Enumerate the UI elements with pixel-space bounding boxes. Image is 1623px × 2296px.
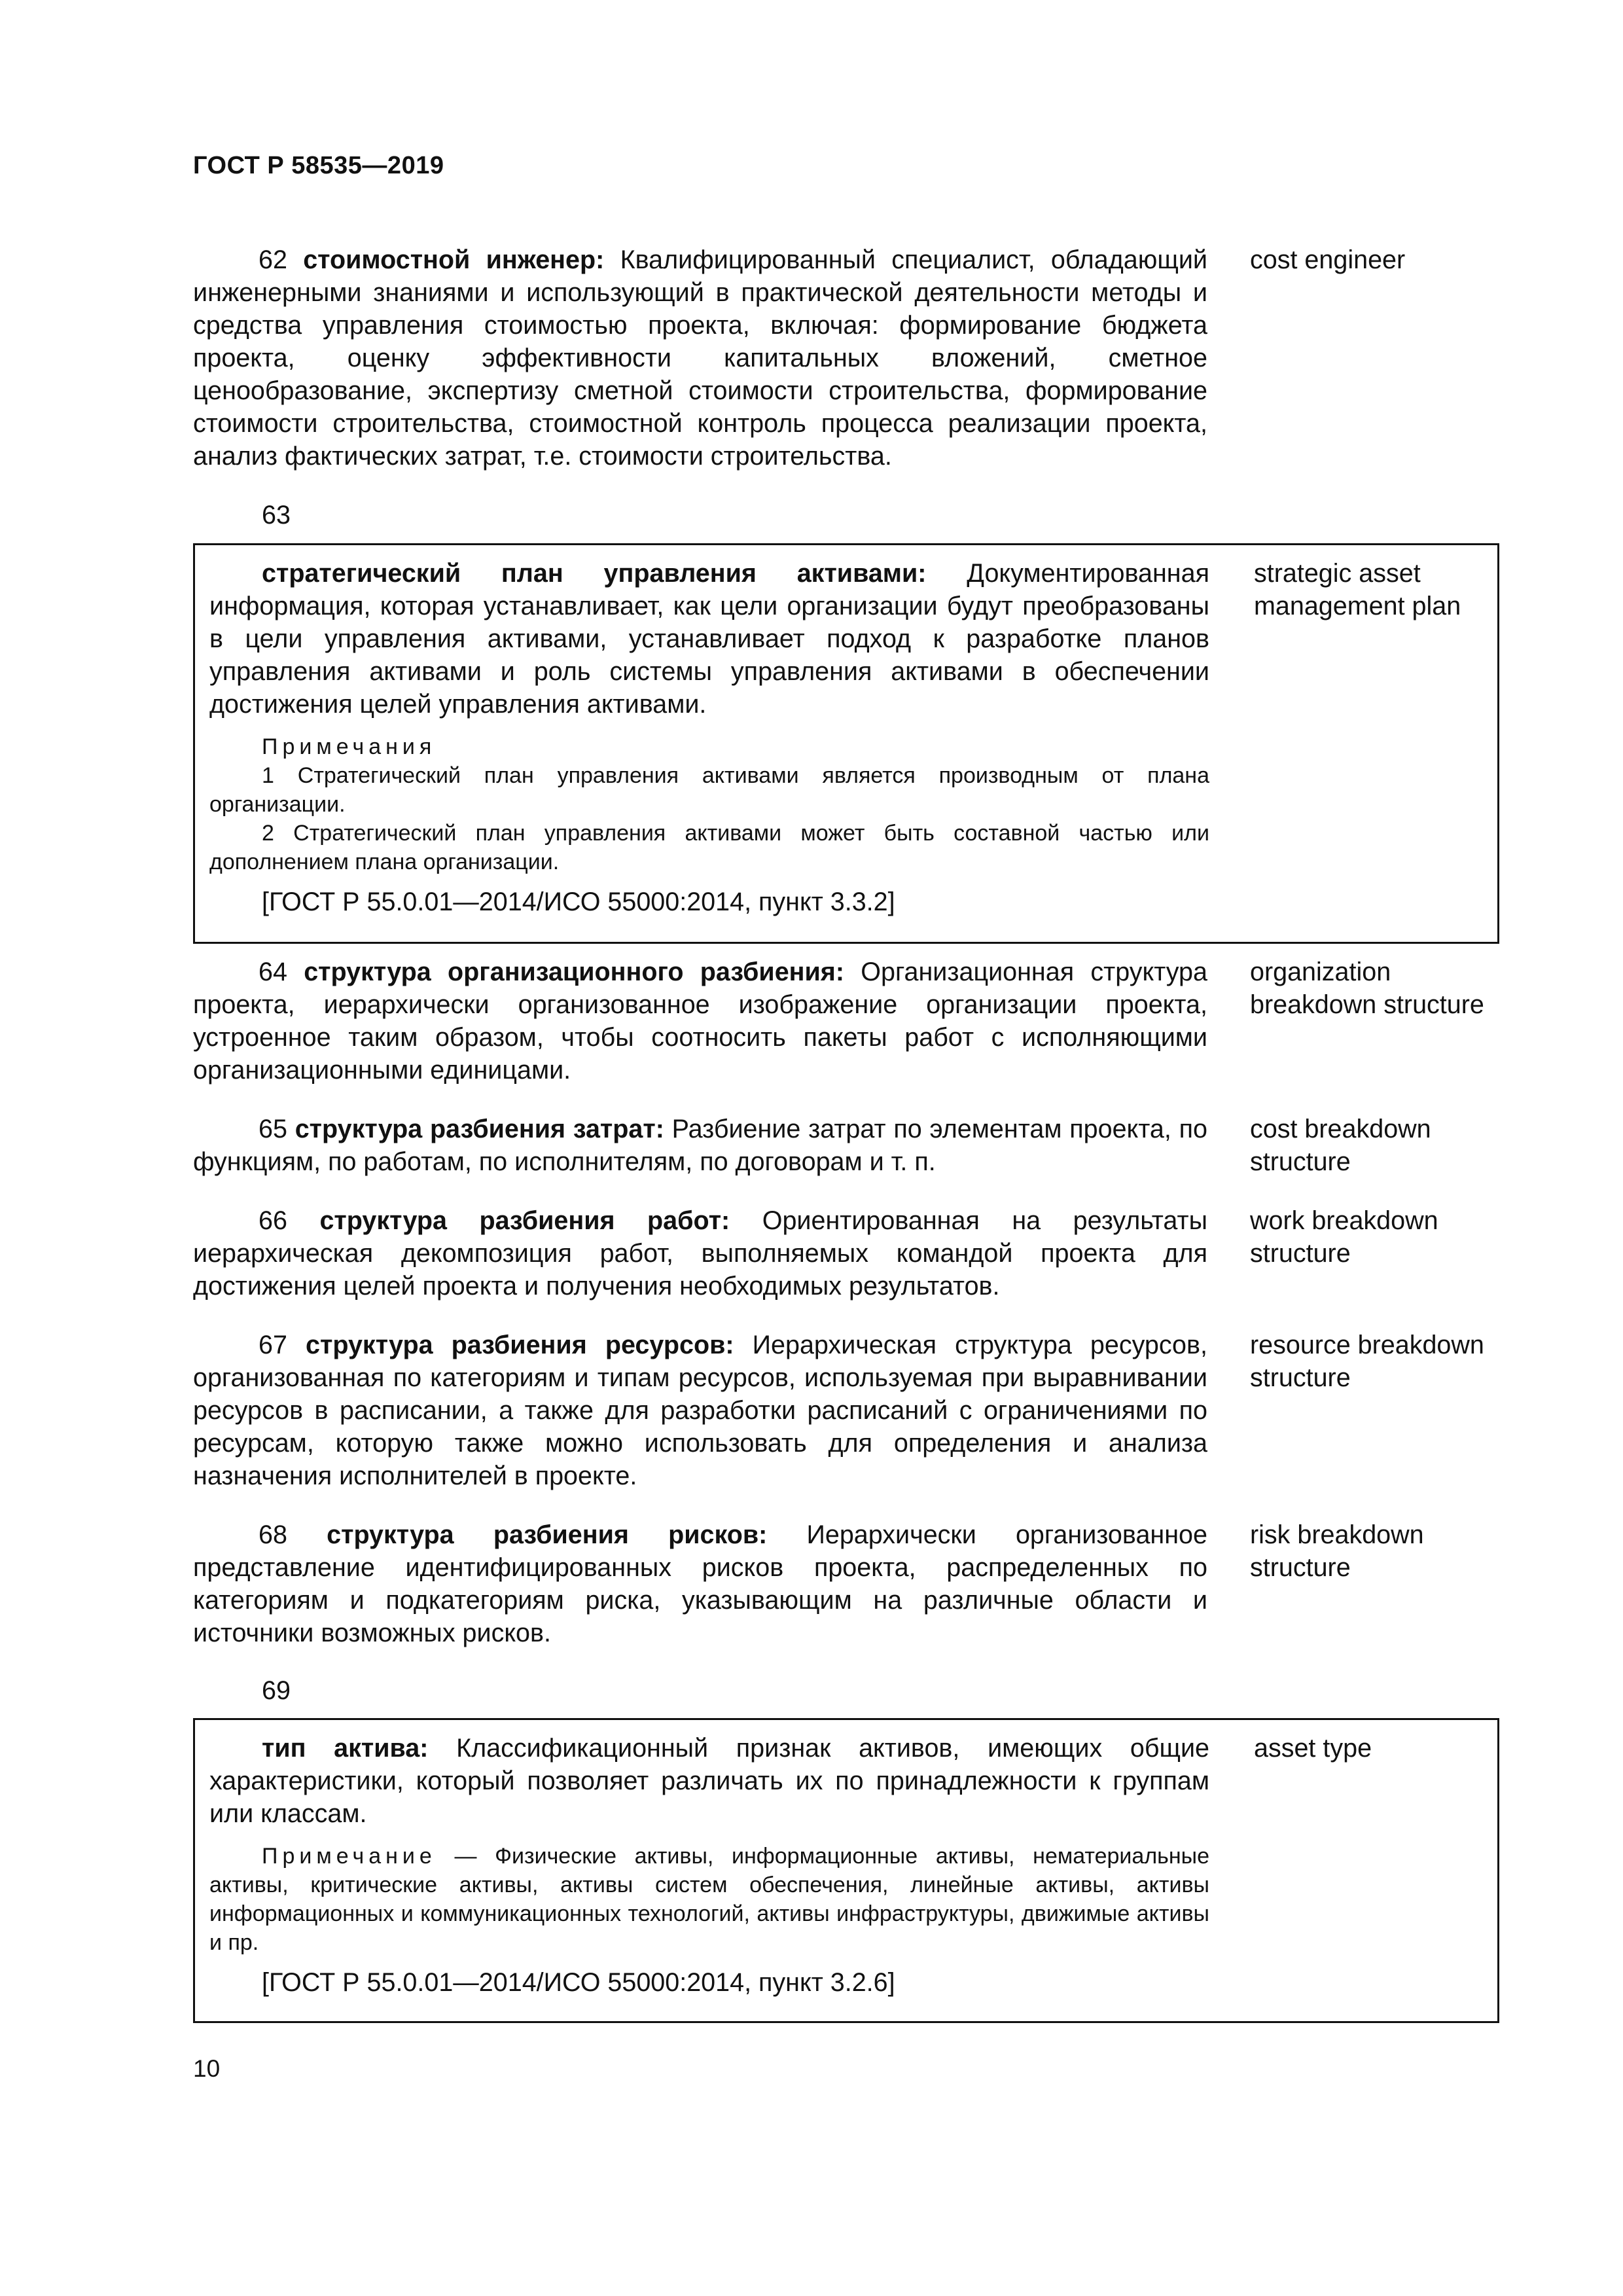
term-number: 66: [259, 1206, 287, 1235]
source-reference: [ГОСТ Р 55.0.01—2014/ИСО 55000:2014, пункт 3.3.2]: [262, 888, 895, 916]
term-entry-69-box: [193, 1718, 1499, 2023]
page-number: 10: [193, 2055, 221, 2082]
term-definition: [193, 1113, 1207, 1178]
term-text: Разбиение затрат по элементам проекта, по функциям, по работам, по исполнителям, по договорам и т. п.: [193, 1115, 1207, 1176]
english-equivalent: asset type: [1254, 1734, 1372, 1763]
term-entry-65: [193, 1113, 1502, 1185]
english-equivalent: resource breakdown structure: [1250, 1331, 1484, 1392]
notes: [209, 732, 1209, 876]
term-name: структура разбиения ресурсов:: [306, 1331, 734, 1359]
english-equivalent: organization breakdown structure: [1250, 958, 1484, 1019]
term-text: Организационная структура проекта, иерархически организованное изображение организации проекта, устроенное таким образом, чтобы соотносить пакеты работ с исполняющими организационными единицами.: [193, 958, 1207, 1085]
english-equivalent: risk breakdown structure: [1250, 1520, 1424, 1582]
notes: [209, 1842, 1209, 1957]
term-number: 64: [259, 958, 287, 986]
term-definition: [193, 956, 1207, 1086]
source-reference: [ГОСТ Р 55.0.01—2014/ИСО 55000:2014, пункт 3.2.6]: [262, 1968, 895, 1997]
term-name: структура разбиения рисков:: [327, 1520, 768, 1549]
term-name: стоимостной инженер:: [303, 245, 605, 274]
term-name: тип актива:: [262, 1734, 429, 1763]
note-1: 1 Стратегический план управления активами является производным от плана организации.: [209, 763, 1209, 817]
term-text: Классификационный признак активов, имеющих общие характеристики, который позволяет различать их по принадлежности к группам или классам.: [209, 1734, 1209, 1828]
term-definition: [209, 1732, 1209, 1999]
note-title: Примечание: [262, 1844, 437, 1869]
term-text: Иерархическая структура ресурсов, организованная по категориям и типам ресурсов, используемая при выравнивании ресурсов в расписании, а также для разработки расписаний с ограничениями по ресурсам, которую также можно использовать для определения и анализа назначения исполнителей в проекте.: [193, 1331, 1207, 1490]
note-text: — Физические активы, информационные активы, нематериальные активы, критические активы, активы систем обеспечения, линейные активы, активы информационных и коммуникационных технологий, активы инфраструктуры, движимые активы и пр.: [209, 1844, 1209, 1955]
term-text: Документированная информация, которая устанавливает, как цели организации будут преобразованы в цели управления активами, устанавливает подход к разработке планов управления активами и роль системы управления активами в обеспечении достижения целей управления активами.: [209, 559, 1209, 719]
note-2: 2 Стратегический план управления активами может быть составной частью или дополнением плана организации.: [209, 821, 1209, 874]
document-header: ГОСТ Р 58535—2019: [193, 152, 444, 179]
term-entry-68: [193, 1518, 1502, 1656]
term-text: Ориентированная на результаты иерархическая декомпозиция работ, выполняемых командой проекта для достижения целей проекта и получения необходимых результатов.: [193, 1206, 1208, 1300]
term-text: Квалифицированный специалист, обладающий инженерными знаниями и использующий в практической деятельности методы и средства управления стоимостью проекта, включая: формирование бюджета проекта, оценку эффективности капитальных вложений, сметное ценообразование, экспертизу сметной стоимости строительства, формирование стоимости строительства, стоимостной контроль процесса реализации проекта, анализ фактических затрат, т.е. стоимости строительства.: [193, 245, 1207, 471]
term-definition: [193, 1329, 1207, 1492]
term-number-63: 63: [262, 501, 291, 529]
english-equivalent: strategic asset management plan: [1254, 559, 1461, 620]
term-definition: [193, 1518, 1207, 1649]
term-text: Иерархически организованное представление идентифицированных рисков проекта, распределенных по категориям и подкатегориям риска, указывающим на различные области и источники возможных рисков.: [193, 1520, 1207, 1647]
term-number: 65: [259, 1115, 287, 1143]
term-entry-66: [193, 1204, 1502, 1309]
term-definition: [193, 243, 1207, 473]
term-name: стратегический план управления активами:: [262, 559, 927, 588]
term-definition: [193, 1204, 1207, 1302]
term-entry-67: [193, 1329, 1502, 1499]
english-equivalent: cost breakdown structure: [1250, 1115, 1431, 1176]
term-definition: [209, 557, 1209, 918]
term-number: 68: [259, 1520, 287, 1549]
term-entry-64: [193, 956, 1502, 1093]
term-name: структура разбиения затрат:: [294, 1115, 664, 1143]
term-number-69: 69: [262, 1676, 291, 1705]
english-equivalent: work breakdown structure: [1250, 1206, 1438, 1268]
term-entry-63-box: [193, 543, 1499, 944]
notes-title: Примечания: [262, 734, 437, 759]
term-number: 67: [259, 1331, 287, 1359]
term-entry-62: [193, 243, 1502, 479]
english-equivalent: cost engineer: [1250, 245, 1406, 274]
term-number: 62: [259, 245, 287, 274]
term-name: структура организационного разбиения:: [304, 958, 845, 986]
term-name: структура разбиения работ:: [319, 1206, 730, 1235]
